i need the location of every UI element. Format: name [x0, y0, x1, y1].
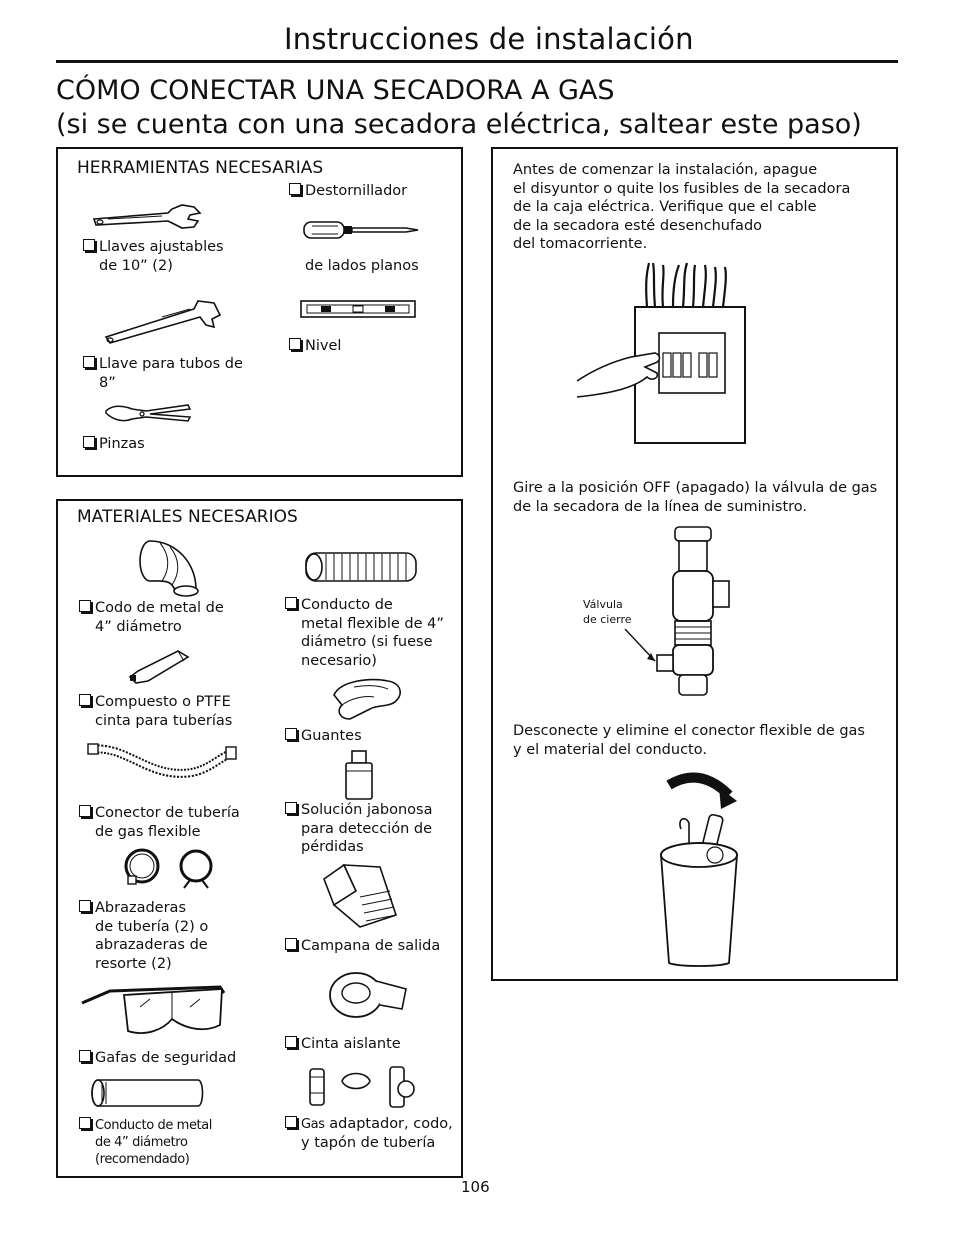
gas-valve-icon [593, 525, 733, 699]
material-elbow-label-2: 4” diámetro [95, 618, 182, 635]
tool-wrench-label: Llaves ajustables [99, 239, 224, 255]
tools-box [56, 147, 463, 477]
step-2-text [513, 479, 877, 516]
material-gloves-label: Guantes [301, 728, 362, 744]
material-goggles [79, 1049, 236, 1068]
rigid-duct-icon [90, 1078, 206, 1108]
material-gas-connector-label-2: de gas flexible [95, 823, 201, 840]
screwdriver-icon [302, 219, 422, 241]
tape-roll-icon [326, 969, 410, 1021]
material-soap [285, 801, 432, 857]
material-adapter [285, 1115, 453, 1152]
main-title-line2: (si se cuenta con una secadora eléctrica, saltear este paso) [56, 109, 862, 140]
materials-heading: MATERIALES NECESARIOS [77, 507, 298, 527]
material-adapter-prefix: Gas [301, 1117, 325, 1132]
step-1-text [513, 161, 850, 254]
material-flex-duct [285, 596, 444, 670]
header-rule [56, 60, 898, 63]
checkbox-icon [79, 1050, 91, 1062]
material-flex-duct-label-4: necesario) [301, 652, 377, 669]
material-gloves [285, 727, 362, 746]
gas-fittings-icon [306, 1063, 418, 1113]
checkbox-icon [285, 1116, 297, 1128]
breaker-box-icon [575, 261, 747, 447]
step-1-line: el disyuntor o quite los fusibles de la secadora [513, 180, 851, 197]
clamps-icon [120, 848, 220, 890]
step-1-line: Antes de comenzar la instalación, apague [513, 162, 818, 178]
step-2-line: Gire a la posición OFF (apagado) la válvula de gas [513, 480, 878, 496]
elbow-duct-icon [136, 539, 202, 597]
material-elbow-label: Codo de metal de [95, 600, 224, 616]
material-rigid-duct-label: Conducto de metal [95, 1118, 213, 1133]
main-title [56, 74, 862, 142]
gloves-icon [330, 675, 406, 723]
checkbox-icon [79, 900, 91, 912]
valve-label-line: de cierre [583, 613, 632, 626]
tools-heading: HERRAMIENTAS NECESARIAS [77, 158, 324, 178]
materials-box [56, 499, 463, 1178]
checkbox-icon [79, 805, 91, 817]
waste-bin-icon [659, 815, 743, 967]
pliers-icon [102, 401, 194, 423]
checkbox-icon [83, 356, 95, 368]
checkbox-icon [79, 694, 91, 706]
tool-screwdriver-label: Destornillador [305, 183, 408, 199]
safety-goggles-icon [80, 985, 226, 1039]
level-icon [299, 297, 417, 321]
step-1-line: de la secadora esté desenchufado [513, 217, 763, 234]
material-compound [79, 693, 232, 730]
step-3-text [513, 722, 865, 759]
adjustable-wrench-icon [90, 201, 205, 231]
tool-screwdriver-label-2: de lados planos [305, 258, 419, 274]
checkbox-icon [83, 436, 95, 448]
tool-pipe-wrench-label-2: 8” [99, 374, 116, 391]
step-3-line: Desconecte y elimine el conector flexible de gas [513, 723, 865, 739]
tool-wrench-label-2: de 10” (2) [99, 257, 173, 274]
soap-bottle-icon [342, 749, 376, 801]
material-tape [285, 1035, 401, 1054]
material-elbow [79, 599, 224, 636]
material-tape-label: Cinta aislante [301, 1036, 401, 1052]
compound-tube-icon [128, 647, 192, 685]
material-adapter-label: adaptador, codo, [324, 1116, 453, 1132]
checkbox-icon [285, 938, 297, 950]
flex-duct-icon [302, 550, 422, 584]
step-3-line: y el material del conducto. [513, 741, 707, 758]
material-soap-label-3: pérdidas [301, 839, 364, 855]
checkbox-icon [285, 802, 297, 814]
material-hood-label: Campana de salida [301, 938, 441, 954]
material-clamps [79, 899, 208, 973]
checkbox-icon [285, 1036, 297, 1048]
page-number: 106 [461, 1178, 490, 1196]
material-rigid-duct-label-2: de 4” diámetro [95, 1135, 188, 1150]
material-clamps-label-4: resorte (2) [95, 955, 172, 972]
material-rigid-duct-label-3: (recomendado) [95, 1152, 190, 1167]
pipe-wrench-icon [102, 297, 224, 345]
step-1-line: de la caja eléctrica. Verifique que el cable [513, 199, 817, 216]
material-flex-duct-label: Conducto de [301, 597, 393, 613]
material-soap-label-2: para detección de [301, 820, 433, 837]
material-clamps-label: Abrazaderas [95, 900, 186, 916]
tool-pipe-wrench-label: Llave para tubos de [99, 356, 243, 372]
material-goggles-label: Gafas de seguridad [95, 1050, 237, 1066]
tool-screwdriver-line2 [305, 257, 419, 276]
tool-level [289, 337, 341, 356]
tool-adjustable-wrench [83, 238, 224, 275]
material-flex-duct-label-3: diámetro (si fuese [301, 634, 433, 650]
material-gas-connector-label: Conector de tubería [95, 805, 240, 821]
material-compound-label-2: cinta para tuberías [95, 712, 233, 729]
tool-screwdriver [289, 182, 407, 201]
checkbox-icon [289, 338, 301, 350]
gas-connector-icon [88, 743, 238, 787]
step-1-line: del tomacorriente. [513, 236, 648, 253]
checkbox-icon [79, 1117, 91, 1129]
header-title: Instrucciones de instalación [284, 22, 694, 56]
material-clamps-label-3: abrazaderas de [95, 937, 208, 953]
checkbox-icon [285, 597, 297, 609]
main-title-line1: CÓMO CONECTAR UNA SECADORA A GAS [56, 75, 615, 106]
material-compound-label: Compuesto o PTFE [95, 694, 231, 710]
tool-pipe-wrench [83, 355, 243, 392]
material-gas-connector [79, 804, 240, 841]
checkbox-icon [289, 183, 301, 195]
material-soap-label: Solución jabonosa [301, 802, 433, 818]
valve-label-line: Válvula [583, 598, 623, 611]
exhaust-hood-icon [320, 861, 408, 929]
material-clamps-label-2: de tubería (2) o [95, 918, 209, 935]
tool-level-label: Nivel [305, 338, 342, 354]
checkbox-icon [79, 600, 91, 612]
tool-pliers-label: Pinzas [99, 436, 145, 452]
material-hood [285, 937, 440, 956]
checkbox-icon [83, 239, 95, 251]
step-2-line: de la secadora de la línea de suministro. [513, 498, 808, 515]
instructions-box [491, 147, 898, 981]
checkbox-icon [285, 728, 297, 740]
material-rigid-duct [79, 1117, 212, 1168]
material-adapter-label-2: y tapón de tubería [301, 1134, 436, 1151]
material-flex-duct-label-2: metal flexible de 4” [301, 615, 444, 632]
tool-pliers [83, 435, 145, 454]
